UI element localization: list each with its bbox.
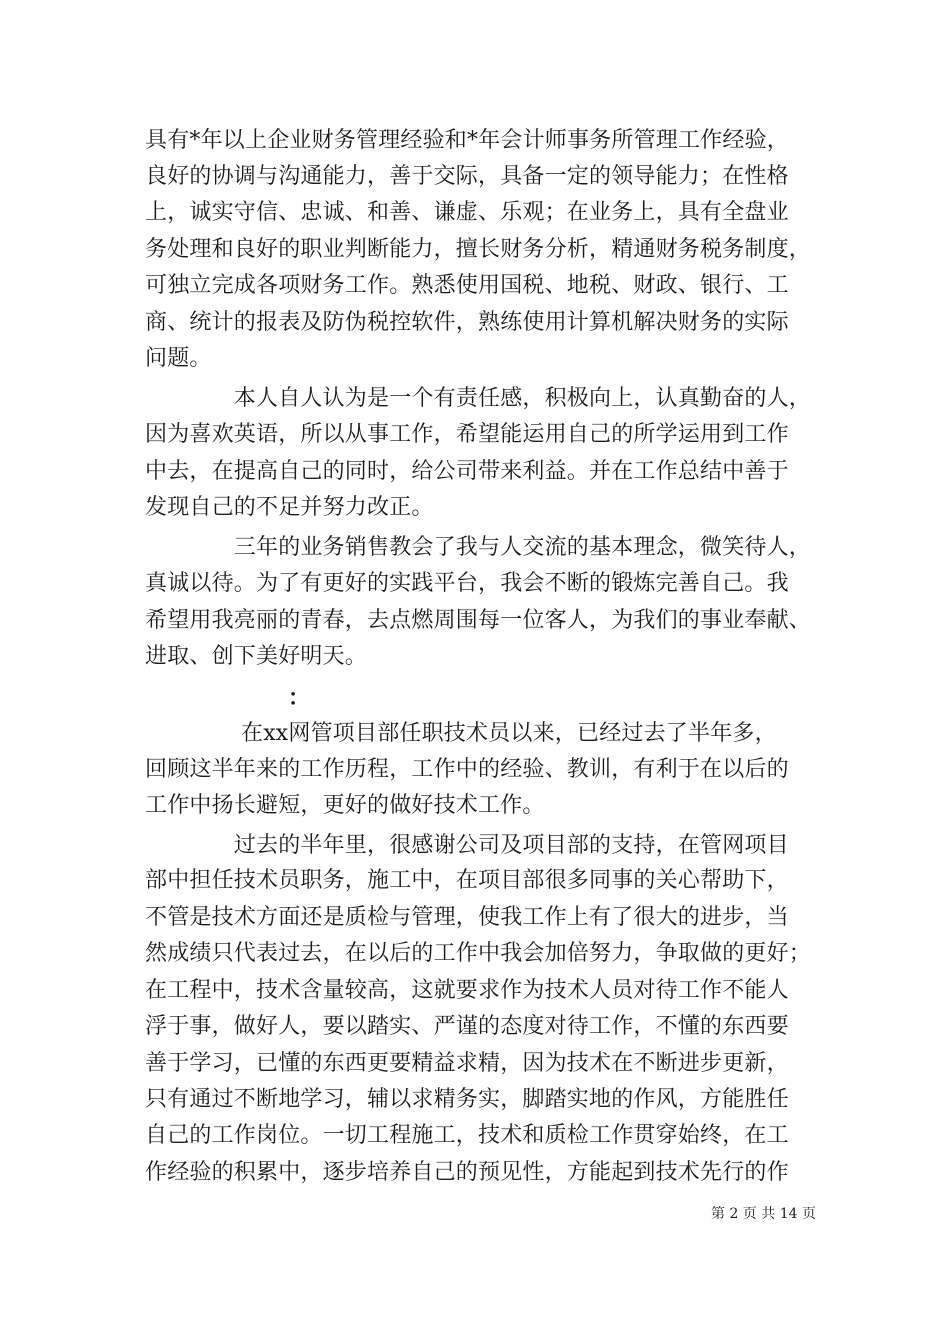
text-line: 具有*年以上企业财务管理经验和*年会计师事务所管理工作经验， — [145, 128, 790, 153]
text-line: 三年的业务销售教会了我与人交流的基本理念，微笑待人， — [145, 535, 812, 560]
text-line: 中去，在提高自己的同时，给公司带来利益。并在工作总结中善于 — [145, 459, 789, 484]
text-line: 工作中扬长避短，更好的做好技术工作。 — [145, 793, 545, 818]
text-line: 因为喜欢英语，所以从事工作，希望能运用自己的所学运用到工作 — [145, 422, 789, 447]
text-line: 发现自己的不足并努力改正。 — [145, 495, 434, 520]
text-line: 只有通过不断地学习，辅以求精务实，脚踏实地的作风，方能胜任 — [145, 1087, 789, 1112]
text-line: 在xx网管项目部任职技术员以来，已经过去了半年多， — [145, 721, 777, 746]
page-footer: 第 2 页 共 14 页 — [711, 1206, 816, 1222]
text-line: 上，诚实守信、忠诚、和善、谦虚、乐观；在业务上，具有全盘业 — [145, 200, 789, 225]
text-line: 然成绩只代表过去，在以后的工作中我会加倍努力，争取做的更好； — [145, 941, 812, 966]
text-line: 进取、创下美好明天。 — [145, 644, 368, 669]
text-line: 可独立完成各项财务工作。熟悉使用国税、地税、财政、银行、工 — [145, 273, 789, 298]
text-line: 回顾这半年来的工作历程，工作中的经验、教训，有利于在以后的 — [145, 757, 789, 782]
text-line: 良好的协调与沟通能力，善于交际，具备一定的领导能力；在性格 — [145, 164, 789, 189]
text-line: 问题。 — [145, 346, 212, 371]
text-line: 自己的工作岗位。一切工程施工，技术和质检工作贯穿始终，在工 — [145, 1123, 789, 1148]
text-line: 过去的半年里，很感谢公司及项目部的支持，在管网项目 — [145, 833, 789, 858]
text-line: 不管是技术方面还是质检与管理，使我工作上有了很大的进步，当 — [145, 905, 789, 930]
text-line: 希望用我亮丽的青春，去点燃周围每一位客人，为我们的事业奉献、 — [145, 608, 812, 633]
text-line: 善于学习，已懂的东西更要精益求精，因为技术在不断进步更新， — [145, 1051, 789, 1076]
text-line: 部中担任技术员职务，施工中，在项目部很多同事的关心帮助下， — [145, 868, 789, 893]
text-line: 浮于事，做好人，要以踏实、严谨的态度对待工作，不懂的东西要 — [145, 1014, 789, 1039]
text-line: 真诚以待。为了有更好的实践平台，我会不断的锻炼完善自己。我 — [145, 571, 789, 596]
colon-mark: ： — [288, 685, 311, 711]
text-line: 在工程中，技术含量较高，这就要求作为技术人员对待工作不能人 — [145, 978, 789, 1003]
text-line: 作经验的积累中，逐步培养自己的预见性，方能起到技术先行的作 — [145, 1160, 789, 1185]
text-line: 本人自人认为是一个有责任感，积极向上，认真勤奋的人， — [145, 386, 812, 411]
text-line: 务处理和良好的职业判断能力，擅长财务分析，精通财务税务制度， — [145, 237, 812, 262]
text-line: 商、统计的报表及防伪税控软件，熟练使用计算机解决财务的实际 — [145, 310, 789, 335]
